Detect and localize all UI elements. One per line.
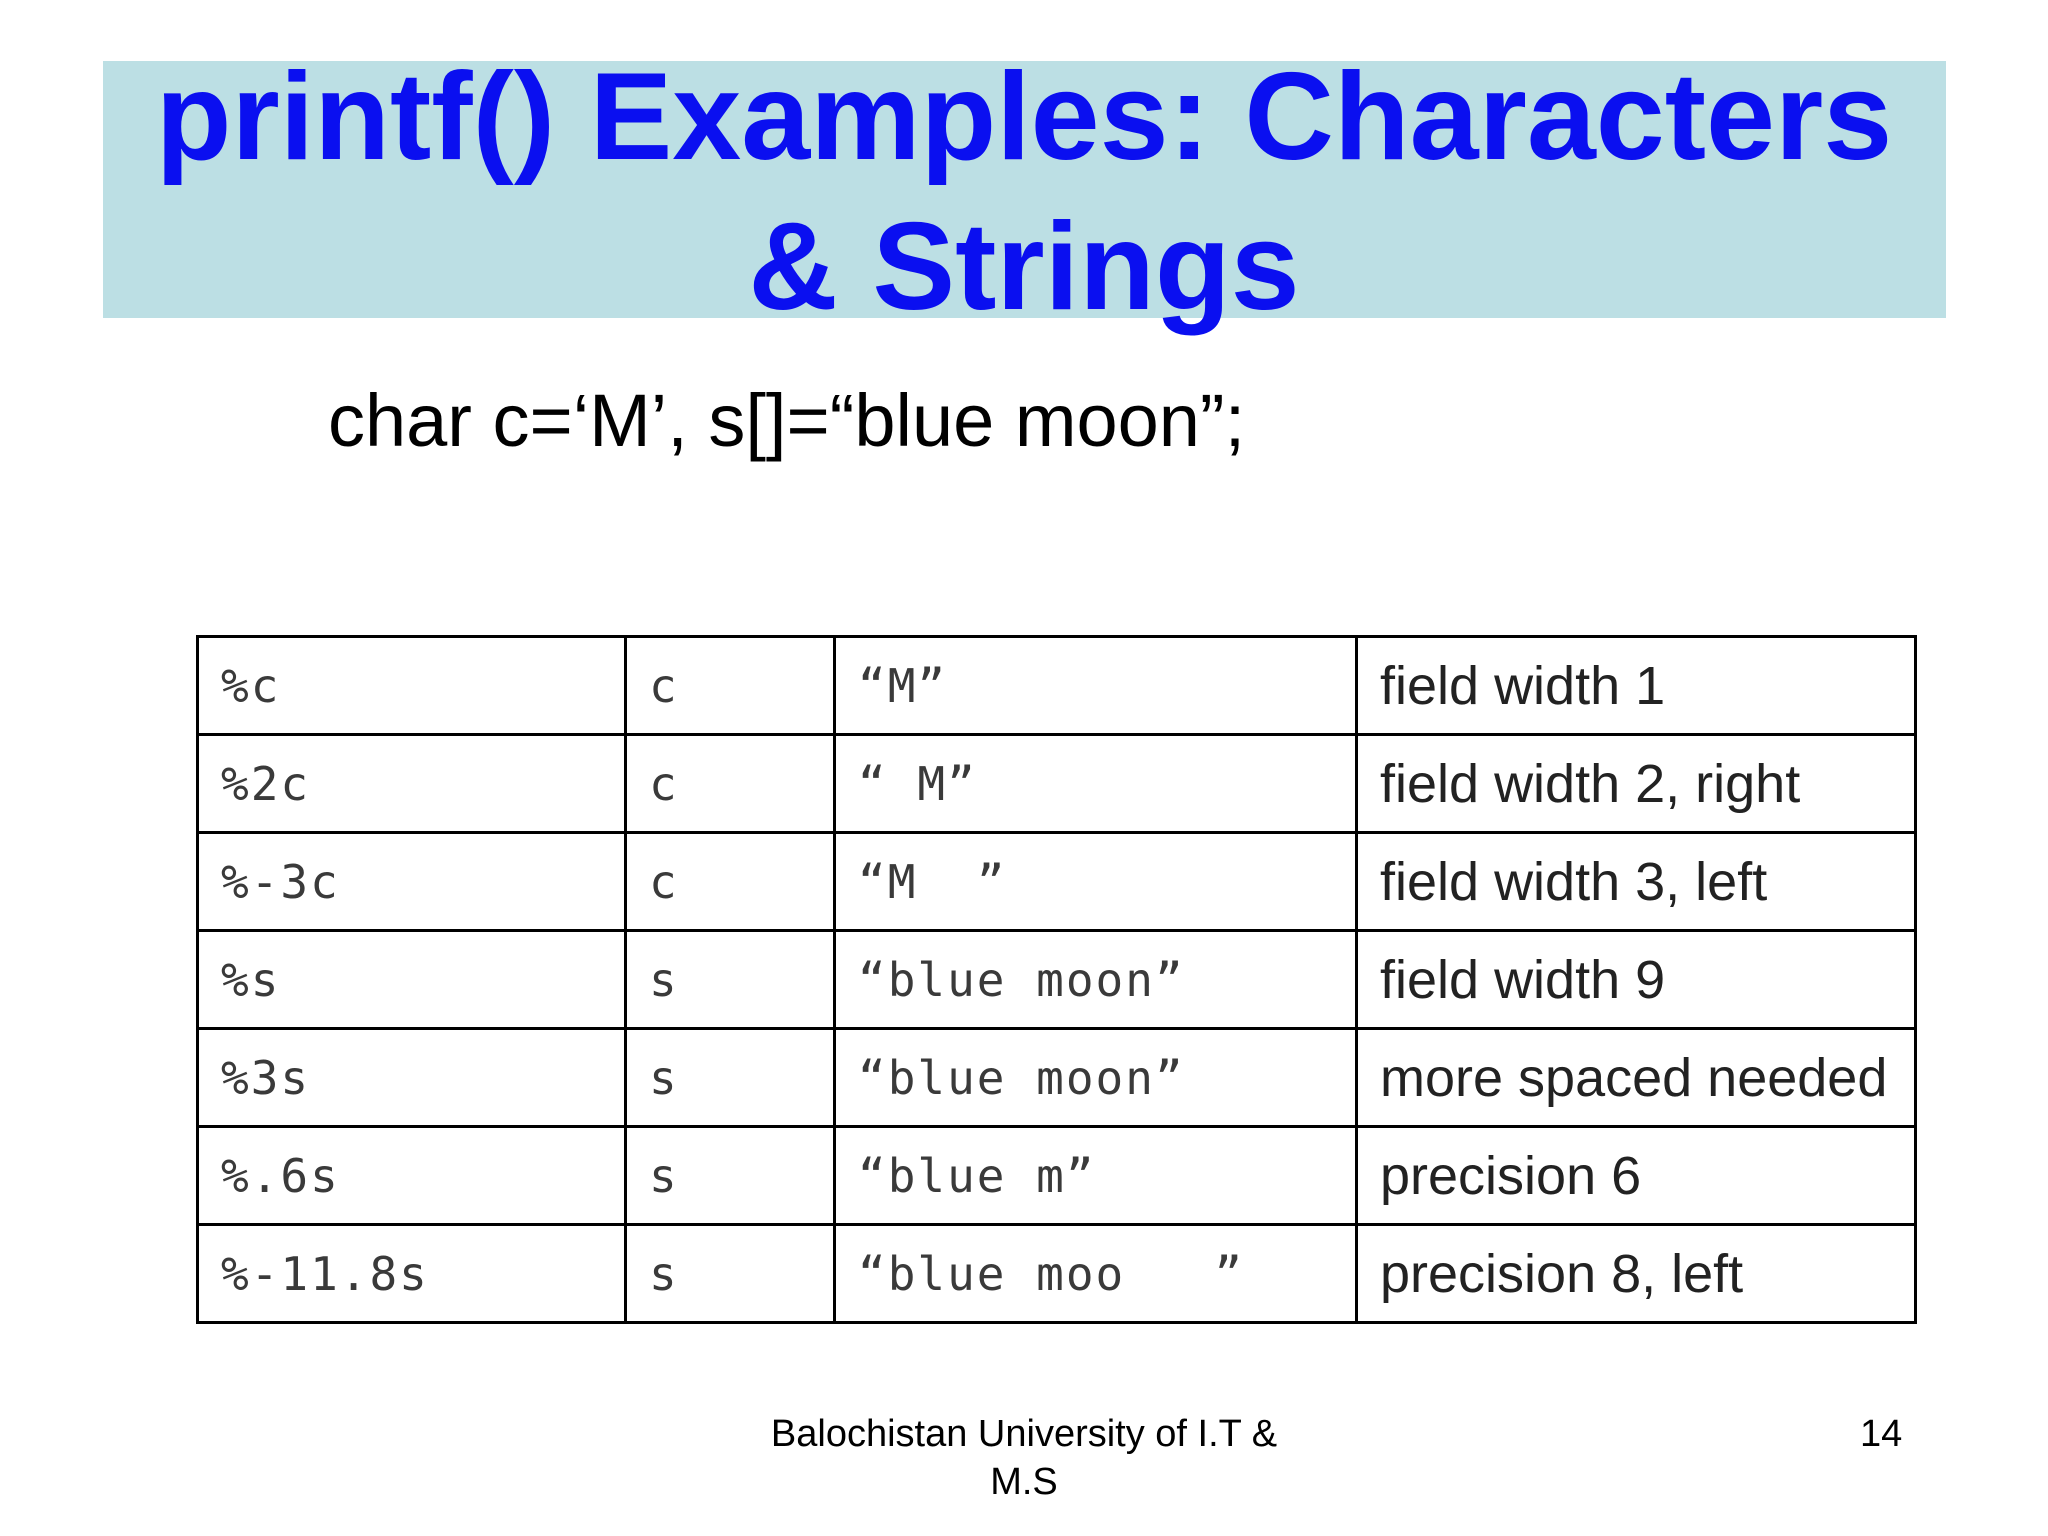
table-row	[198, 931, 1916, 1029]
table-row	[198, 637, 1916, 735]
output-cell: “ M”	[835, 735, 1357, 833]
argument-cell: c	[626, 833, 835, 931]
slide-title-line-1: printf() Examples: Characters	[155, 48, 1893, 186]
table-row	[198, 1127, 1916, 1225]
slide-title-line-2: & Strings	[748, 198, 1300, 336]
output-cell: “M”	[835, 637, 1357, 735]
output-cell: “M ”	[835, 833, 1357, 931]
footer-institution	[724, 1410, 1324, 1506]
argument-cell: c	[626, 637, 835, 735]
format-cell: %c	[198, 637, 626, 735]
format-cell: %-11.8s	[198, 1225, 626, 1323]
description-cell: precision 8, left	[1357, 1225, 1916, 1323]
printf-examples-table	[196, 635, 1917, 1324]
format-cell: %s	[198, 931, 626, 1029]
description-cell: field width 9	[1357, 931, 1916, 1029]
description-cell: more spaced needed	[1357, 1029, 1916, 1127]
table-row	[198, 1029, 1916, 1127]
output-cell: “blue m”	[835, 1127, 1357, 1225]
format-cell: %2c	[198, 735, 626, 833]
footer-institution-line-1: Balochistan University of I.T &	[770, 1413, 1278, 1455]
table-row	[198, 735, 1916, 833]
table-row	[198, 1225, 1916, 1323]
table-body	[198, 637, 1916, 1323]
format-cell: %.6s	[198, 1127, 626, 1225]
output-cell: “blue moon”	[835, 931, 1357, 1029]
slide-title	[0, 0, 2048, 342]
argument-cell: s	[626, 1127, 835, 1225]
description-cell: field width 1	[1357, 637, 1916, 735]
page-number: 14	[1860, 1413, 1903, 1455]
argument-cell: s	[626, 1225, 835, 1323]
output-cell: “blue moon”	[835, 1029, 1357, 1127]
argument-cell: c	[626, 735, 835, 833]
description-cell: field width 2, right	[1357, 735, 1916, 833]
table-row	[198, 833, 1916, 931]
description-cell: precision 6	[1357, 1127, 1916, 1225]
argument-cell: s	[626, 931, 835, 1029]
variable-declaration: char c=‘M’, s[]=“blue moon”;	[328, 379, 1246, 462]
description-cell: field width 3, left	[1357, 833, 1916, 931]
footer-institution-line-2: M.S	[990, 1461, 1058, 1503]
argument-cell: s	[626, 1029, 835, 1127]
output-cell: “blue moo ”	[835, 1225, 1357, 1323]
format-cell: %3s	[198, 1029, 626, 1127]
format-cell: %-3c	[198, 833, 626, 931]
